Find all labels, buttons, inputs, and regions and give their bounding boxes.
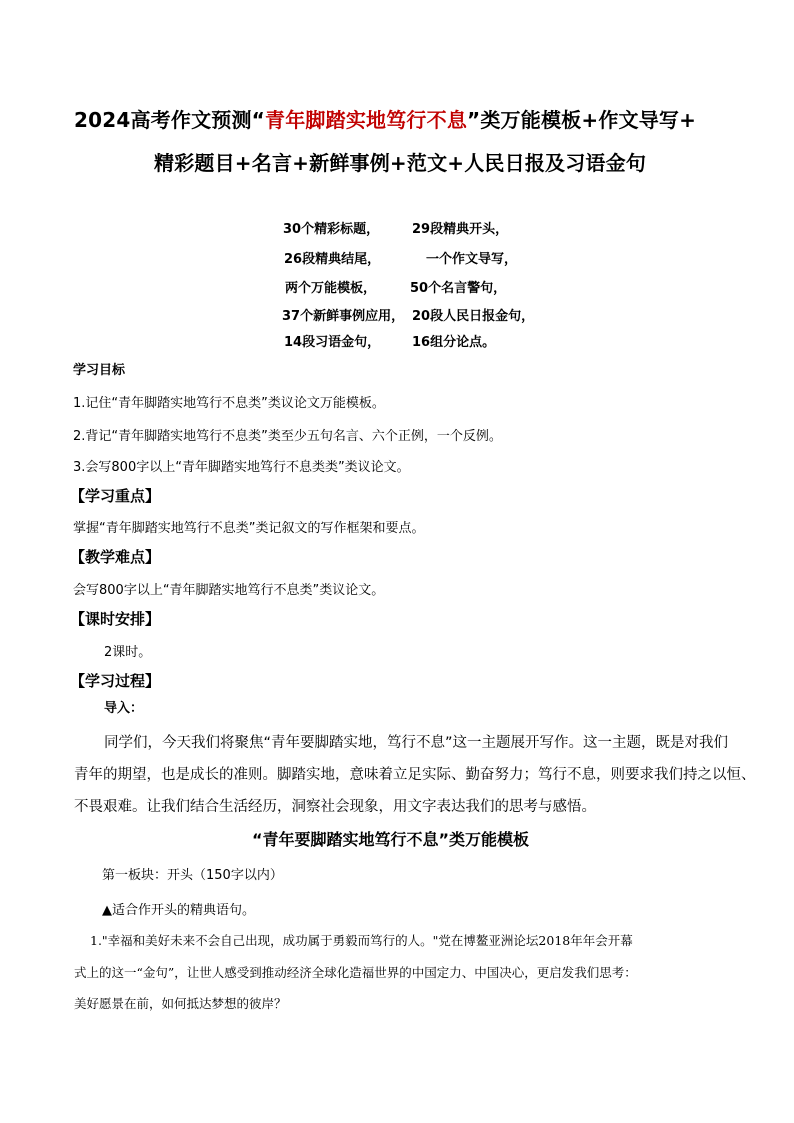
bullet-label: ▲适合作开头的精典语句。 bbox=[102, 903, 255, 918]
intro-label: 导入： bbox=[104, 701, 144, 716]
intro-paragraph-line: 不畏艰难。让我们结合生活经历，洞察社会现象，用文字表达我们的思考与感悟。 bbox=[74, 799, 596, 815]
overview-item: 50个名言警句， bbox=[410, 281, 507, 296]
key-points-heading: 【学习重点】 bbox=[70, 487, 161, 505]
intro-paragraph-line: 青年的期望，也是成长的准则。脚踏实地，意味着立足实际、勤奋努力；笃行不息，则要求我们持之以恒、 bbox=[74, 767, 756, 783]
document-title-line1 bbox=[74, 104, 696, 133]
intro-paragraph-line: 同学们，今天我们将聚焦“青年要脚踏实地，笃行不息”这一主题展开写作。这一主题，既是对我们 bbox=[104, 735, 729, 751]
goal-item: 3.会写800字以上“青年脚踏实地笃行不息类类”类议论文。 bbox=[73, 460, 410, 475]
quote-line: 美好愿景在前，如何抵达梦想的彼岸？ bbox=[74, 996, 287, 1011]
title-highlight: 青年脚踏实地笃行不息 bbox=[265, 108, 468, 132]
goal-item: 2.背记“青年脚踏实地笃行不息类”类至少五句名言、六个正例，一个反例。 bbox=[73, 429, 502, 444]
difficulty-heading: 【教学难点】 bbox=[70, 548, 161, 566]
schedule-text: 2课时。 bbox=[104, 645, 152, 660]
overview-item: 26段精典结尾， bbox=[284, 252, 381, 267]
overview-item: 14段习语金句， bbox=[284, 335, 381, 350]
overview-item: 20段人民日报金句， bbox=[412, 309, 535, 324]
title-prefix: 2024高考作文预测“ bbox=[74, 108, 266, 132]
process-heading: 【学习过程】 bbox=[70, 672, 161, 690]
key-points-text: 掌握“青年脚踏实地笃行不息类”类记叙文的写作框架和要点。 bbox=[73, 521, 425, 536]
quote-line: 1."幸福和美好未来不会自己出现，成功属于勇毅而笃行的人。"党在博鳌亚洲论坛2018年年会开幕 bbox=[90, 933, 633, 948]
schedule-heading: 【课时安排】 bbox=[70, 610, 161, 628]
difficulty-text: 会写800字以上“青年脚踏实地笃行不息类”类议论文。 bbox=[73, 583, 385, 598]
template-heading: “青年要脚踏实地笃行不息”类万能模板 bbox=[252, 830, 530, 849]
overview-item: 两个万能模板， bbox=[285, 281, 377, 296]
quote-line: 式上的这一“金句”，让世人感受到推动经济全球化造福世界的中国定力、中国决心，更启发我们思考： bbox=[74, 965, 637, 980]
overview-item: 29段精典开头， bbox=[412, 222, 509, 237]
overview-item: 16组分论点。 bbox=[412, 335, 496, 350]
title-suffix: ”类万能模板+作文导写+ bbox=[467, 108, 697, 132]
overview-item: 一个作文导写， bbox=[426, 252, 518, 267]
overview-item: 37个新鲜事例应用， bbox=[282, 309, 405, 324]
goal-item: 1.记住“青年脚踏实地笃行不息类”类议论文万能模板。 bbox=[73, 396, 385, 411]
goals-heading: 学习目标 bbox=[73, 363, 126, 378]
document-title-line2: 精彩题目+名言+新鲜事例+范文+人民日报及习语金句 bbox=[154, 151, 647, 175]
overview-item: 30个精彩标题， bbox=[283, 222, 380, 237]
block1-label: 第一板块：开头（150字以内） bbox=[102, 868, 283, 883]
